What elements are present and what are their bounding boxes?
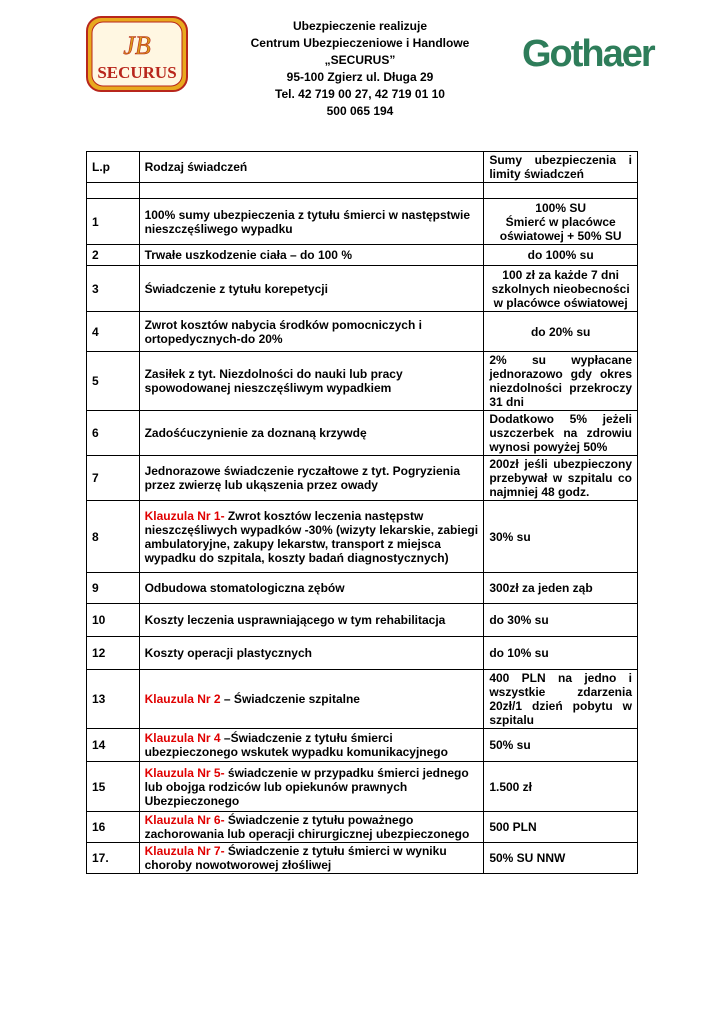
row-sum: 30% su [484, 501, 638, 573]
row-sum: 300zł za jeden ząb [484, 573, 638, 604]
row-benefit: Zwrot kosztów nabycia środków pomocniczych i ortopedycznych-do 20% [139, 312, 484, 352]
row-sum: 2% su wypłacane jednorazowo gdy okres niezdolności przekroczy 31 dni [484, 352, 638, 411]
gothaer-wordmark: Gothaer [522, 33, 654, 75]
table-row [87, 411, 638, 456]
row-benefit: Zadośćuczynienie za doznaną krzywdę [139, 411, 484, 456]
org-line: 500 065 194 [326, 104, 394, 118]
table-row [87, 352, 638, 411]
row-sum: 1.500 zł [484, 762, 638, 812]
gothaer-logo [520, 24, 670, 84]
row-benefit-text: –Świadczenie z tytułu śmierci ubezpieczonego wskutek wypadku komunikacyjnego [144, 731, 448, 759]
row-sum: 400 PLN na jedno i wszystkie zdarzenia 20zł/1 dzień pobytu w szpitalu [484, 670, 638, 729]
row-lp: 15 [87, 762, 140, 812]
org-line: Tel. 42 719 00 27, 42 719 01 10 [275, 87, 445, 101]
row-lp: 10 [87, 604, 140, 637]
securus-monogram: JB [123, 31, 151, 60]
row-lp: 14 [87, 729, 140, 762]
org-line: Centrum Ubezpieczeniowe i Handlowe [250, 36, 470, 50]
row-lp: 13 [87, 670, 140, 729]
row-sum: 50% SU NNW [484, 843, 638, 874]
table-row [87, 501, 638, 573]
table-row [87, 266, 638, 312]
row-lp: 16 [87, 812, 140, 843]
header-sums-limits: Sumy ubezpieczenia i limity świadczeń [484, 152, 638, 183]
clause-label: Klauzula Nr 6- [144, 813, 225, 827]
row-benefit-text: Świadczenie z tytułu śmierci w wyniku choroby nowotworowej złośliwej [144, 844, 447, 872]
row-benefit [139, 762, 484, 812]
row-lp: 17. [87, 843, 140, 874]
row-benefit [139, 812, 484, 843]
row-benefit-text: – Świadczenie szpitalne [220, 692, 360, 706]
row-benefit [139, 670, 484, 729]
row-lp: 1 [87, 199, 140, 245]
table-empty-row [87, 183, 638, 199]
table-row [87, 199, 638, 245]
row-sum-line: Śmierć w placówce oświatowej + 50% SU [499, 214, 622, 243]
row-benefit-text: Zwrot kosztów leczenia następstw nieszczęśliwych wypadków -30% (wizyty lekarskie, zabiegi ambulatoryjne, zakupy lekarstw, transport z miejsca wypadku do szpitala, koszty badań diagnostycznych) [144, 508, 479, 565]
row-sum: do 100% su [484, 245, 638, 266]
table-row [87, 729, 638, 762]
row-sum: do 30% su [484, 604, 638, 637]
org-line: „SECURUS” [324, 53, 396, 67]
row-lp: 4 [87, 312, 140, 352]
row-sum: 500 PLN [484, 812, 638, 843]
table-row [87, 573, 638, 604]
row-benefit: Koszty leczenia usprawniającego w tym rehabilitacja [139, 604, 484, 637]
row-sum: 200zł jeśli ubezpieczony przebywał w szpitalu co najmniej 48 godz. [484, 456, 638, 501]
row-sum: do 20% su [484, 312, 638, 352]
row-lp: 6 [87, 411, 140, 456]
benefits-table [86, 151, 638, 874]
org-line: Ubezpieczenie realizuje [292, 19, 428, 33]
org-line: 95-100 Zgierz ul. Długa 29 [286, 70, 434, 84]
table-row [87, 245, 638, 266]
row-benefit: Trwałe uszkodzenie ciała – do 100 % [139, 245, 484, 266]
row-benefit: Jednorazowe świadczenie ryczałtowe z tyt. Pogryzienia przez zwierzę lub ukąszenia przez owady [139, 456, 484, 501]
table-header-row [87, 152, 638, 183]
row-benefit: Koszty operacji plastycznych [139, 637, 484, 670]
table-row [87, 762, 638, 812]
row-benefit-text: Świadczenie z tytułu poważnego zachorowania lub operacji chirurgicznej ubezpieczonego [144, 813, 470, 841]
row-benefit: Świadczenie z tytułu korepetycji [139, 266, 484, 312]
table-row [87, 670, 638, 729]
clause-label: Klauzula Nr 7- [144, 844, 225, 858]
row-sum-line: 100% SU [535, 200, 586, 215]
row-lp: 9 [87, 573, 140, 604]
table-row [87, 604, 638, 637]
row-benefit-text: świadczenie w przypadku śmierci jednego lub obojga rodziców lub opiekunów prawnych Ubezpieczonego [144, 765, 469, 808]
row-sum: 50% su [484, 729, 638, 762]
header-benefit-type: Rodzaj świadczeń [139, 152, 484, 183]
row-benefit: 100% sumy ubezpieczenia z tytułu śmierci w następstwie nieszczęśliwego wypadku [139, 199, 484, 245]
table-row [87, 637, 638, 670]
row-lp: 12 [87, 637, 140, 670]
row-lp: 8 [87, 501, 140, 573]
table-row [87, 312, 638, 352]
row-benefit [139, 729, 484, 762]
row-benefit [139, 843, 484, 874]
row-sum: Dodatkowo 5% jeżeli uszczerbek na zdrowiu wynosi powyżej 50% [484, 411, 638, 456]
clause-label: Klauzula Nr 2 [144, 692, 221, 706]
document-header [0, 0, 725, 150]
securus-wordmark: SECURUS [97, 63, 177, 82]
header-lp: L.p [87, 152, 140, 183]
table-row [87, 843, 638, 874]
row-sum: do 10% su [484, 637, 638, 670]
row-benefit: Odbudowa stomatologiczna zębów [139, 573, 484, 604]
row-benefit [139, 501, 484, 573]
row-lp: 3 [87, 266, 140, 312]
clause-label: Klauzula Nr 4 [144, 731, 221, 745]
row-lp: 2 [87, 245, 140, 266]
row-sum [484, 199, 638, 245]
row-benefit: Zasiłek z tyt. Niezdolności do nauki lub pracy spowodowanej nieszczęśliwym wypadkiem [139, 352, 484, 411]
row-lp: 5 [87, 352, 140, 411]
table-row [87, 812, 638, 843]
clause-label: Klauzula Nr 5- [144, 765, 225, 780]
row-lp: 7 [87, 456, 140, 501]
row-sum: 100 zł za każde 7 dni szkolnych nieobecności w placówce oświatowej [484, 266, 638, 312]
securus-logo [86, 16, 188, 92]
clause-label: Klauzula Nr 1- [144, 508, 225, 523]
table-row [87, 456, 638, 501]
insurer-address-block [215, 18, 505, 120]
